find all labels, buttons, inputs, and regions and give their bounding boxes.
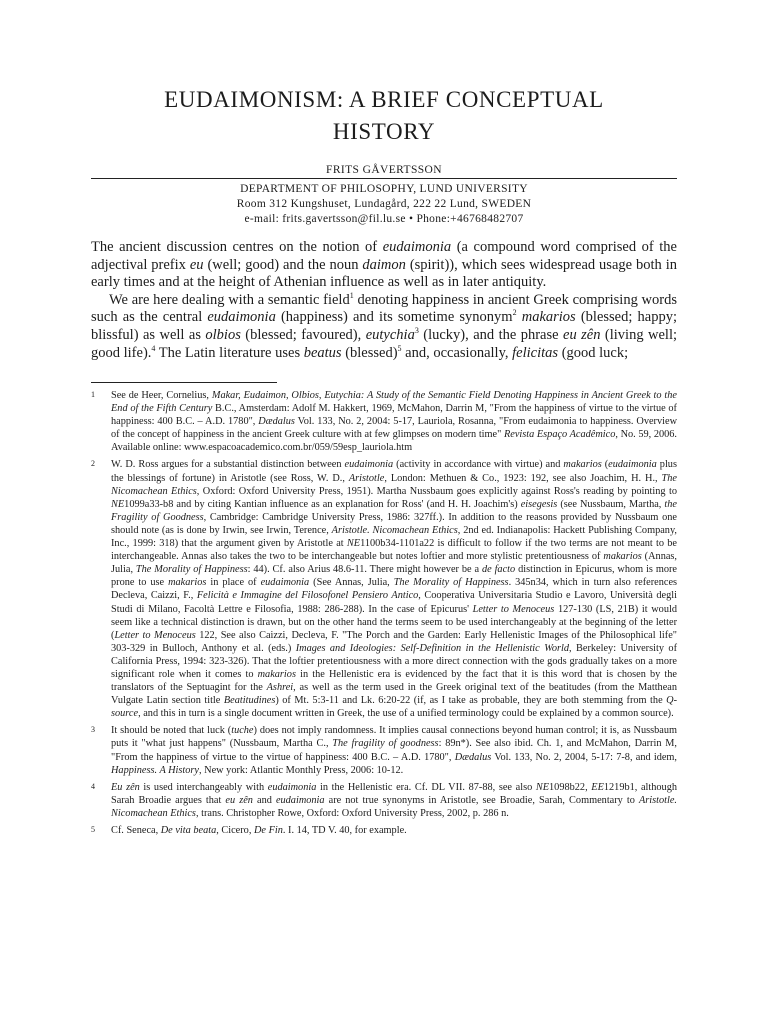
footnotes (91, 389, 677, 841)
footnote-text-run: Vol. 133, No. 2, 2004, 5-17: 7-8, and idem, (491, 751, 678, 763)
footnote-number: 1 (91, 390, 95, 399)
footnote-5 (91, 824, 677, 837)
footnote-ref-1[interactable]: 1 (349, 290, 354, 300)
footnote-4 (91, 781, 677, 820)
title-line-1: EUDAIMONISM: A BRIEF CONCEPTUAL (164, 87, 604, 112)
footnote-italic-run: EE (591, 781, 604, 793)
footnote-italic-run: Revista Espaço Acadêmico (503, 429, 616, 441)
footnote-italic-run: eudaimonia (344, 459, 394, 471)
text-run: (spirit)), which sees widespread usage both in early times and at the height of Athenian influence as well as in later antiquity. (91, 256, 677, 291)
department: DEPARTMENT OF PHILOSOPHY, LUND UNIVERSITY (240, 183, 528, 195)
footnote-text-run: 1100b34-1101a22 is difficult to follow if the two terms are not meant to be interchangeable. Annas also takes the two to be interchangeable but notes loftier and more stylistic pretentiousness of (111, 538, 677, 563)
term-daimon: daimon (362, 256, 406, 273)
footnote-italic-run: makarios (603, 551, 642, 563)
footnote-italic-run: NE (346, 538, 361, 550)
footnote-italic-run: Aristotle (348, 472, 385, 484)
footnote-text-run: , Cooperativa Universitaria Studio e Lavoro, Università degli Studi di Milano, Facoltà Lettre e Filosofia, 1988: 286-288). In the case of Epicurus' (111, 590, 677, 615)
body-text (91, 239, 677, 362)
footnote-text-run: 1099a33-b8 and by citing Kantian influence as an explanation for Ross' (and H. H. Joachim's) (124, 498, 521, 510)
footnote-text-run: , as well as the term used in the Greek original text of the beatitudes (from the Matthean Vulgate Latin section title (111, 682, 677, 707)
paragraph-2 (91, 292, 677, 362)
footnote-text-run: See de Heer, Cornelius, (111, 390, 212, 401)
footnote-text-run: 1098b22, (549, 781, 592, 793)
footnote-ref-2[interactable]: 2 (512, 308, 517, 318)
footnote-text-run: . 345n34, which in turn also references Decleva, Caizzi, F., (111, 577, 678, 602)
footnote-text-run: B.C., Amsterdam: Adolf M. Hakkert, 1969, McMahon, Darrin M, "From the happiness of virtue to the virtue of happiness: 400 B.C. – A.D. 1780", (111, 403, 677, 428)
footnote-text-run: , London: Methuen & Co., 1923: 192, see also Joachim, H. H., (384, 472, 662, 484)
address: Room 312 Kungshuset, Lundagård, 222 22 Lund, SWEDEN (236, 198, 532, 210)
footnote-italic-run: Aristotle. Nicomachean Ethics (331, 524, 458, 536)
footnote-text-run: plus the blessings of fortune) in Aristotle (see Ross, W. D., (111, 459, 677, 484)
footnote-text-run: in the Hellenistic era. Cf. DL VII. 87-88, see also (316, 781, 536, 793)
text-run: (blessed; favoured), (240, 326, 366, 343)
footnote-italic-run: Happiness. A History (111, 764, 200, 776)
author-block (91, 163, 677, 227)
footnote-text-run: distinction in Epicurus, whom is more prone to use (111, 564, 677, 589)
footnote-text-run: , Cicero, (216, 825, 254, 836)
paragraph-1 (91, 239, 677, 292)
footnote-text-run: 122, See also Caizzi, Decleva, F. "The Porch and the Garden: Early Hellenistic Images of the Philosophical life" 303-329 in Bulloch, Anthony et al. (eds.) (111, 629, 677, 654)
footnote-text-run: W. D. Ross argues for a substantial distinction between (111, 459, 345, 471)
contact-line: e-mail: frits.gavertsson@fil.lu.se • Phone:+46768482707 (244, 213, 524, 225)
footnote-2 (91, 458, 677, 720)
footnote-text-run: Cf. Seneca, (111, 825, 161, 836)
text-run: (well; good) and the noun (203, 256, 363, 273)
text-run: (blessed) (341, 344, 398, 361)
footnote-italic-run: NE (535, 781, 550, 793)
footnote-number: 2 (91, 459, 95, 469)
footnote-text-run: ( (601, 459, 609, 471)
footnote-text-run: , trans. Christopher Rowe, Oxford: Oxford University Press, 2002, p. 286 n. (195, 807, 509, 819)
text-run: (a compound word comprised of the adjectival prefix (91, 239, 677, 273)
footnote-text-run: , 2nd ed. Indianapolis: Hackett Publishing Company, Inc., 1999: 318) that the argument given by Aristotle at (111, 524, 677, 550)
footnote-text-run: : 44). Cf. also Arius 48.6-11. There might however be a (247, 564, 482, 576)
footnote-italic-run: eu zên (225, 794, 253, 806)
footnote-italic-run: de facto (481, 564, 516, 576)
term-beatus: beatus (303, 344, 342, 361)
footnote-text-run: is used interchangeably with (139, 781, 268, 793)
text-run: We are here dealing with a semantic field (109, 291, 350, 308)
footnote-text-run: , New york: Atlantic Monthly Press, 2006: 10-12. (199, 764, 404, 776)
footnote-italic-run: The fragility of goodness (332, 738, 439, 750)
text-run: The ancient discussion centres on the notion of (91, 239, 383, 255)
term-eudaimonia: eudaimonia (382, 239, 452, 255)
footnote-italic-run: De Fin (253, 825, 283, 836)
footnote-text-run: , Oxford: Oxford University Press, 1951). Martha Nussbaum goes explicitly against Ross's reading by pointing to (196, 485, 677, 497)
footnote-text (111, 724, 677, 776)
footnote-italic-run: De vita beata (160, 825, 217, 836)
footnote-italic-run: makarios (168, 577, 207, 589)
footnote-italic-run: eudaimonia (275, 794, 325, 806)
footnote-text-run: 1219b1, although Sarah Broadie argues that (111, 781, 678, 806)
footnote-italic-run: Dædalus (258, 416, 295, 428)
footnote-text-run: , and this in turn is a single document written in Greek, the use of a unified terminology could be explained by a common source). (138, 708, 674, 720)
footnote-italic-run: Letter to Menoceus (472, 603, 555, 615)
footnote-text-run: (See Annas, Julia, (309, 577, 394, 589)
footnote-3 (91, 724, 677, 776)
footnote-text-run: : 89n*). See also ibid. Ch. 1, and McMahon, Darrin M, "From the happiness of virtue to the virtue of happiness: 400 B.C. – A.D. 1780", (111, 738, 677, 763)
footnote-italic-run: tuche (231, 725, 254, 737)
footnote-italic-run: The Morality of Happiness (393, 577, 509, 589)
footnote-italic-run: eisegesis (520, 498, 558, 510)
footnote-italic-run: NE (111, 498, 125, 510)
footnote-text-run: , Berkeley: University of California Press, 1994: 323-326). That the loftier pretentiousness with a more direct connection with the gods gradually takes on a more significant role when it comes to (111, 642, 677, 680)
footnote-text-run: Vol. 133, No. 2, 2004: 5-17, Lauriola, Rosanna, "From eudaimonia to happiness. Overview of the concept of happiness in the ancient Greek culture with at few glimpses on modern time" (111, 416, 678, 441)
footnote-number: 3 (91, 725, 95, 735)
footnote-text-run: are not true synonyms in Aristotle, see Broadie, Sarah, Commentary to (324, 794, 639, 806)
text-run: denoting happiness in ancient Greek comprising words such as the central (91, 291, 677, 326)
footnote-text-run: in the Hellenistic era is evidenced by the fact that it is this word that is chosen by the translators of the Septuagint for the (111, 668, 678, 694)
paper-title (91, 84, 677, 148)
footnote-text-run: . I. 14, TD V. 40, for example. (282, 825, 407, 836)
footnote-number: 4 (91, 781, 95, 791)
title-line-2: HISTORY (332, 119, 436, 144)
footnote-italic-run: the Fragility of Goodness (111, 498, 678, 523)
footnote-text (111, 781, 677, 820)
footnote-italic-run: Makar, Eudaimon, Olbios, Eutychia: A Study of the Semantic Field Denoting Happiness in Ancient Greek to the End of the Fifth Century (111, 390, 677, 415)
footnote-italic-run: eudaimonia (608, 459, 657, 471)
footnote-italic-run: makarios (563, 459, 602, 471)
footnote-italic-run: Dædalus (454, 751, 492, 763)
footnote-italic-run: Ashrei (266, 682, 294, 694)
footnote-text (111, 824, 677, 837)
text-run: and, occasionally, (401, 344, 513, 361)
footnote-text-run: ) does not imply randomness. It implies causal connections beyond human control; it is, as Nussbaum puts it "what just happens" (Nussbaum, Martha C., (111, 725, 677, 750)
footnote-number: 5 (91, 825, 95, 834)
term-eu-zen: eu zên (563, 326, 601, 343)
footnote-1 (91, 389, 677, 454)
footnote-ref-3[interactable]: 3 (414, 326, 419, 336)
footnote-ref-4[interactable]: 4 (151, 343, 156, 353)
footnote-text-run: in place of (206, 577, 261, 589)
footnote-italic-run: Images and Ideologies: Self-Definition in the Hellenistic World (295, 642, 569, 654)
footnote-text-run: 127-130 (LS, 21B) it would seem like a technical distinction is drawn, but on the other hand the terms seem to be used interchangeably at the beginning of the letter ( (111, 603, 677, 641)
footnote-italic-run: Eu zên (111, 781, 140, 793)
footnote-text (111, 389, 677, 454)
author-name: FRITS GÅVERTSSON (326, 164, 442, 176)
text-run: (blessed; happy; blissful) as well as (91, 309, 677, 343)
footnote-italic-run: eudaimonia (260, 577, 310, 589)
footnote-separator (91, 382, 277, 383)
term-eu: eu (189, 256, 204, 273)
footnote-italic-run: The Nicomachean Ethics (111, 472, 677, 497)
footnote-text-run: , Cambridge: Cambridge University Press, 1986: 327ff.). In addition to the reasons provided by Nussbaum one should note (as is done by Irwin, see Irwin, Terence, (111, 511, 677, 536)
footnote-text-run: (see Nussbaum, Martha, (557, 498, 665, 510)
footnote-italic-run: eudaimonia (267, 781, 317, 793)
footnote-italic-run: Beatitudines (223, 695, 276, 707)
term-eudaimonia: eudaimonia (207, 309, 276, 326)
footnote-text-run: and (252, 794, 276, 806)
term-makarios: makarios (521, 309, 576, 326)
term-olbios: olbios (205, 326, 241, 343)
footnote-text-run: ) of Mt. 5:3-11 and Lk. 6:20-22 (if, as I take as probable, they are both stemming from the (275, 695, 667, 707)
text-run: The Latin literature uses (155, 344, 304, 361)
text-run: (living well; good life). (91, 326, 677, 361)
term-felicitas: felicitas (512, 344, 559, 361)
author-rule (91, 178, 677, 179)
footnote-italic-run: The Morality of Happiness (135, 564, 248, 576)
footnote-italic-run: Q-source (111, 695, 678, 720)
footnote-italic-run: makarios (257, 668, 296, 680)
footnote-italic-run: Felicità e Immagine del Filosofonel Pensiero Antico (196, 590, 419, 602)
text-run: (lucky), and the phrase (418, 326, 564, 343)
footnote-italic-run: Aristotle. Nicomachean Ethics (111, 794, 677, 819)
footnote-text-run: , No. 59, 2006. Available online: www.espacoacademico.com.br/059/59esp_lauriola.htm (111, 429, 677, 454)
footnote-text (111, 458, 677, 720)
footnote-ref-5[interactable]: 5 (397, 343, 402, 353)
footnote-text-run: (activity in accordance with virtue) and (393, 459, 564, 471)
text-run: (good luck; (558, 344, 629, 361)
footnote-text-run: (Annas, Julia, (111, 551, 677, 576)
footnote-text-run: It should be noted that luck ( (111, 725, 232, 737)
term-eutychia: eutychia (365, 326, 415, 343)
footnote-italic-run: Letter to Menoceus (114, 629, 196, 641)
text-run: (happiness) and its sometime synonym (275, 309, 513, 326)
